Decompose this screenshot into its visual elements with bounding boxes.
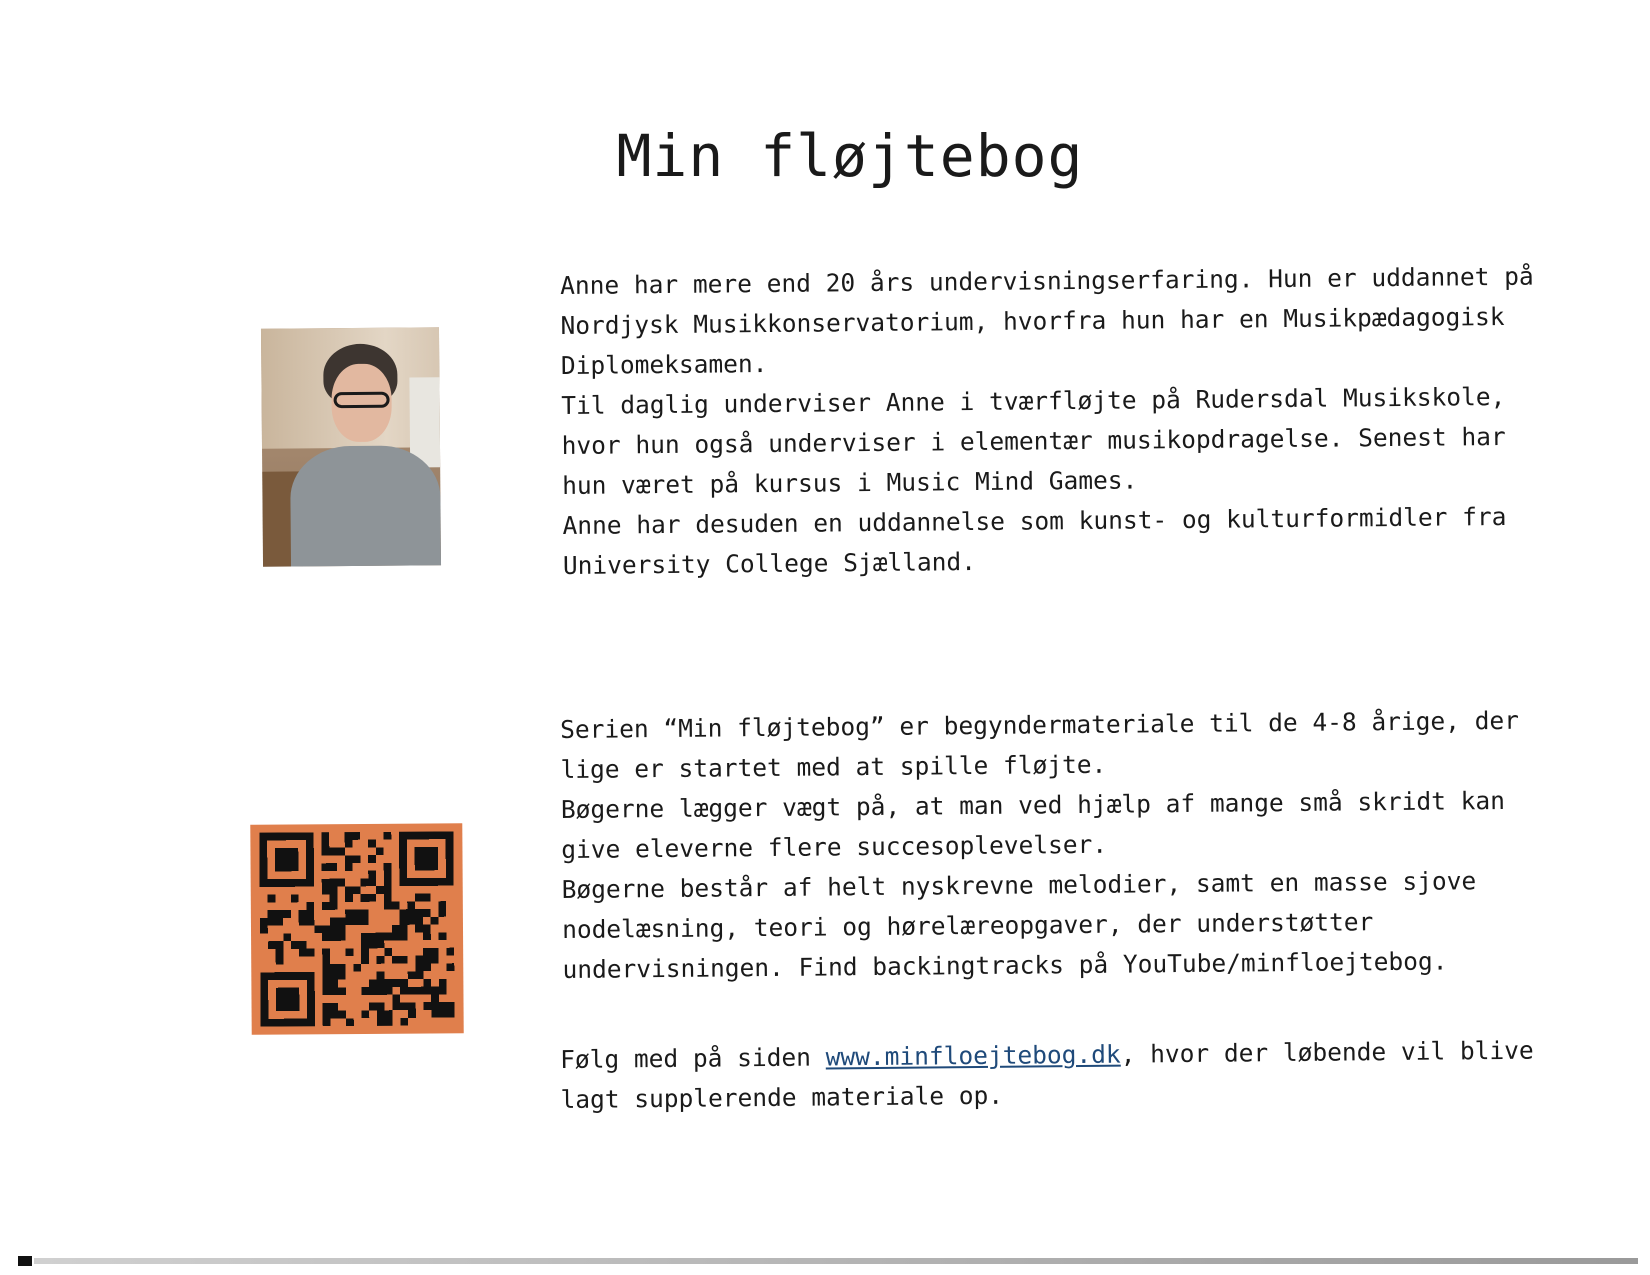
follow-text-before: Følg med på siden: [560, 1042, 826, 1074]
qr-code[interactable]: [250, 823, 463, 1034]
scan-edge-line: [34, 1258, 1638, 1264]
author-bio: Anne har mere end 20 års undervisningserfaring. Hun er uddannet på Nordjysk Musikkonservatorium, hvorfra hun har en Musikpædagogisk Diplomeksamen. Til daglig underviser Anne i tværfløjte på Rudersdal Musikskole, hvor hun også underviser i elementær musikopdragelse. Senest har hun været på kursus i Music Mind Games. Anne har desuden en uddannelse som kunst- og kulturformidler fra University College Sjælland.: [560, 261, 1534, 580]
scan-mark: [18, 1256, 32, 1266]
website-link[interactable]: www.minfloejtebog.dk: [825, 1039, 1121, 1072]
page-title: Min fløjtebog: [616, 122, 1084, 190]
series-description: Serien “Min fløjtebog” er begyndermateriale til de 4-8 årige, der lige er startet med at spille fløjte. Bøgerne lægger vægt på, at man ved hjælp af mange små skridt kan give eleverne flere succesoplevelser. Bøgerne består af helt nyskrevne melodier, samt en masse sjove nodelæsning, teori og hørelæreopgaver, der understøtter undervisningen. Find backingtracks på YouTube/minfloejtebog.: [560, 705, 1520, 984]
follow-text: [560, 1030, 1621, 1120]
qr-code-icon: [258, 831, 455, 1026]
glasses-icon: [334, 392, 390, 408]
author-photo: [261, 327, 441, 567]
follow-text-after: , hvor der løbende vil blive lagt supplerende materiale op.: [560, 1035, 1534, 1114]
